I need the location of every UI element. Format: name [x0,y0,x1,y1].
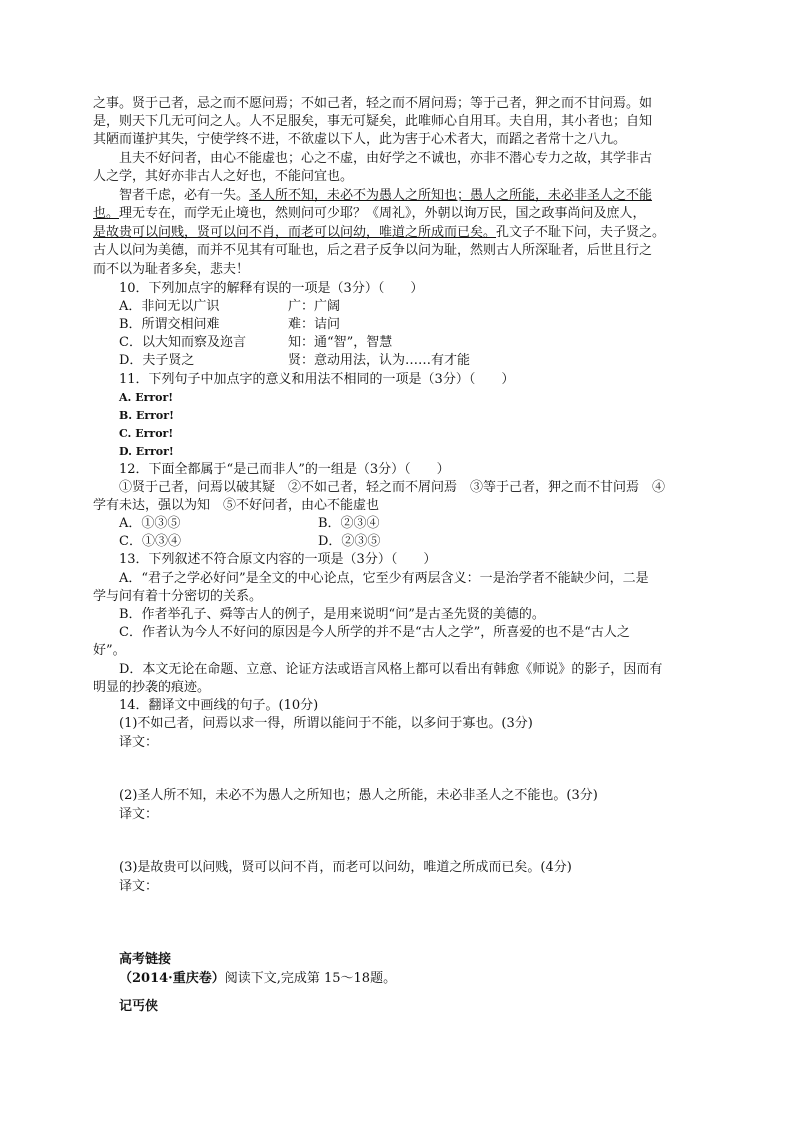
q13-option-b: B．作者举孔子、舜等古人的例子，是用来说明“问”是古圣先贤的美德的。 [119,607,545,622]
q12-option-d: D．②③⑤ [318,534,381,549]
q11-option-a: A. Error! [119,391,174,404]
q11-option-d: D. Error! [119,445,174,458]
underlined-sentence: 是故贵可以问贱，贤可以问不肖，而老可以问幼，唯道之所成而已矣。 [93,225,497,240]
q10-option-d: D．夫子贤之 [119,353,195,368]
source-rest: 阅读下文,完成第 15～18题。 [224,971,397,986]
q13-option-a-cont: 学与问有着十分密切的关系。 [93,589,263,604]
q14-answer-label-1: 译文： [119,735,159,750]
question-10-stem: 10．下列加点字的解释有误的一项是（3分）（ ） [119,281,424,296]
q11-option-b: B. Error! [119,409,174,422]
passage-line: 古人以问为美德，而并不见其有可耻也，后之君子反争以问为耻，然则古人所深耻者，后世且行之 [93,243,653,258]
q10-option-b-gloss: 难：诘问 [288,317,341,332]
underlined-sentence: 圣人所不知，未必不为愚人之所知也；愚人之所能，未必非圣人之不能 [249,188,653,203]
q12-option-a: A．①③⑤ [119,516,181,531]
source-line [119,970,396,988]
q13-option-c: C．作者认为今人不好问的原因是今人所学的并不是“古人之学”，所喜爱的也不是“古人之 [119,625,630,640]
q10-option-d-gloss: 贤：意动用法，认为……有才能 [288,353,471,368]
q12-option-c: C．①③④ [119,534,181,549]
passage-line [93,205,646,223]
q12-option-b: B．②③④ [318,516,380,531]
q13-option-d-cont: 明显的抄袭的痕迹。 [93,680,211,695]
question-12-stem: 12．下面全都属于“是己而非人”的一组是（3分）（ ） [119,462,450,477]
passage-line: 其陋而谨护其失，宁使学终不进，不欲虚以下人，此为害于心术者大，而蹈之者常十之八九。 [93,132,627,147]
q14-sentence-3: (3)是故贵可以问贱，贤可以问不肖，而老可以问幼，唯道之所成而已矣。(4分) [119,860,572,875]
q13-option-a: A．“君子之学必好问”是全文的中心论点，它至少有两层含义：一是治学者不能缺少问，二是 [119,571,649,586]
passage-line: 而不以为耻者多矣，悲夫！ [93,262,250,277]
q12-items-line: 学有未达，强以为知 ⑤不好问者，由心不能虚也 [93,498,380,513]
article-title: 记丐侠 [119,999,159,1014]
q10-option-a: A．非问无以广识 [119,299,220,314]
q13-option-d: D．本文无论在命题、立意、论证方法或语言风格上都可以看出有韩愈《师说》的影子，因而有 [119,662,663,677]
q14-sentence-1: (1)不如己者，问焉以求一得，所谓以能问于不能，以多问于寡也。(3分) [119,716,533,731]
passage-line: 人之学，其好亦非古人之好也，不能问宜也。 [93,169,354,184]
passage-text: 理无专在，而学无止境也，然则问可少耶？《周礼》，外朝以询万民，国之政事尚问及庶人， [119,206,646,221]
q14-answer-label-3: 译文： [119,879,159,894]
q10-option-c: C．以大知而察及迩言 [119,335,246,350]
passage-line: 之事。贤于己者，忌之而不愿问焉；不如己者，轻之而不屑问焉；等于己者，狎之而不甘问焉。如 [93,96,653,111]
passage-text: 孔文子不耻下问，夫子贤之。 [496,225,666,240]
q14-answer-label-2: 译文： [119,807,159,822]
q10-option-a-gloss: 广：广阔 [288,299,341,314]
section-heading: 高考链接 [119,952,172,967]
passage-line: 且夫不好问者，由心不能虚也；心之不虚，由好学之不诚也，亦非不潜心专力之故，其学非古 [119,151,653,166]
underlined-sentence: 也。 [93,206,120,221]
q13-option-c-cont: 好”。 [93,643,126,658]
question-14-stem: 14．翻译文中画线的句子。(10分) [119,698,319,713]
passage-line [119,187,652,205]
q10-option-b: B．所谓交相问难 [119,317,220,332]
passage-text: 智者千虑，必有一失。 [119,188,250,203]
question-11-stem: 11．下列句子中加点字的意义和用法不相同的一项是（3分）（ ） [119,372,515,387]
q11-option-c: C. Error! [119,427,174,440]
passage-line: 是，则天下几无可问之人。人不足服矣，事无可疑矣，此唯师心自用耳。夫自用，其小者也；自知 [93,114,653,129]
source-bold: （2014·重庆卷） [119,971,225,986]
question-13-stem: 13．下列叙述不符合原文内容的一项是（3分）（ ） [119,552,437,567]
q14-sentence-2: (2)圣人所不知，未必不为愚人之所知也；愚人之所能，未必非圣人之不能也。(3分) [119,788,598,803]
q10-option-c-gloss: 知：通“智”，智慧 [288,335,393,350]
q12-items-line: ①贤于己者，问焉以破其疑 ②不如己者，轻之而不屑问焉 ③等于己者，狎之而不甘问焉 ④ [119,480,666,495]
passage-line [93,224,665,242]
